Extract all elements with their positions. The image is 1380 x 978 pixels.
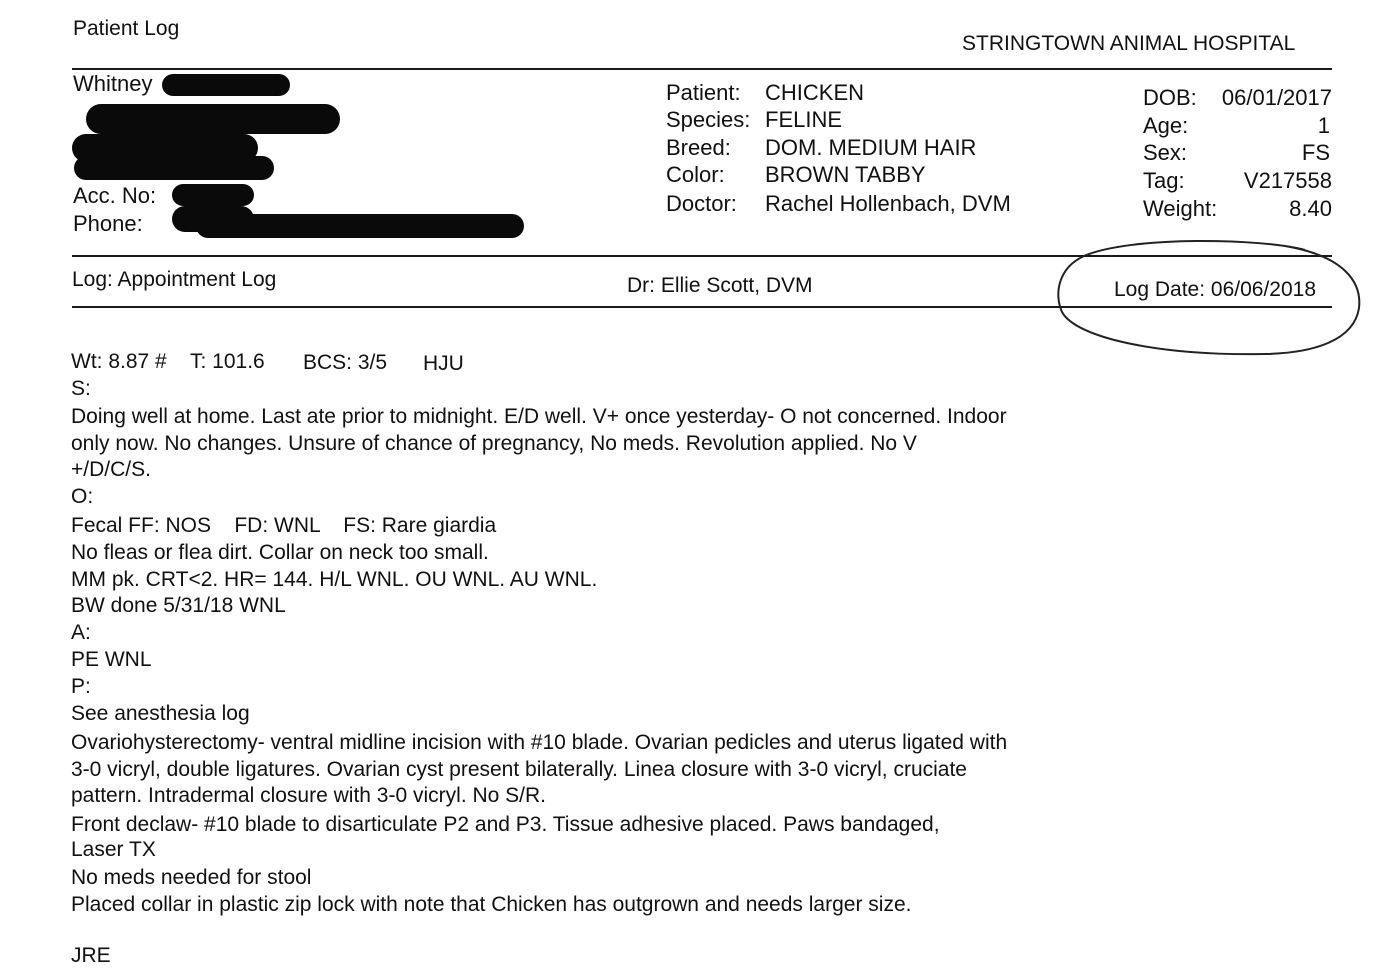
note-line: BW done 5/31/18 WNL: [71, 594, 286, 617]
doctor-label: Doctor:: [666, 191, 737, 216]
weight-value: 8.40: [1289, 196, 1332, 221]
species-value: FELINE: [765, 107, 843, 132]
note-line: See anesthesia log: [71, 702, 250, 725]
sex-value: FS: [1301, 140, 1330, 165]
acc-no-label: Acc. No:: [73, 183, 157, 208]
log-doctor: Dr: Ellie Scott, DVM: [627, 274, 813, 297]
sex-label: Sex:: [1143, 140, 1188, 165]
species-label: Species:: [666, 107, 751, 132]
note-line: Placed collar in plastic zip lock with note that Chicken has outgrown and needs larger size.: [71, 893, 912, 916]
color-value: BROWN TABBY: [765, 162, 926, 187]
redaction-phone-2: [196, 214, 524, 238]
color-label: Color:: [666, 162, 725, 187]
redaction-name: [162, 74, 290, 96]
note-line: A:: [71, 621, 91, 644]
note-line: MM pk. CRT<2. HR= 144. H/L WNL. OU WNL. AU WNL.: [71, 568, 598, 591]
redaction-acc-no: [172, 184, 254, 206]
note-line: Ovariohysterectomy- ventral midline incision with #10 blade. Ovarian pedicles and uterus ligated with: [71, 731, 1008, 754]
vitals-weight: Wt: 8.87 #: [71, 350, 167, 373]
vitals-bcs: BCS: 3/5: [303, 351, 388, 374]
patient-label: Patient:: [666, 80, 741, 105]
note-line: No meds needed for stool: [71, 866, 312, 889]
note-line: +/D/C/S.: [71, 458, 151, 481]
form-title: Patient Log: [73, 17, 180, 40]
note-line: Front declaw- #10 blade to disarticulate P2 and P3. Tissue adhesive placed. Paws bandaged,: [71, 813, 940, 836]
note-line: P:: [71, 675, 91, 698]
age-label: Age:: [1143, 113, 1189, 138]
note-line: only now. No changes. Unsure of chance of pregnancy, No meds. Revolution applied. No V: [71, 432, 917, 455]
note-line: No fleas or flea dirt. Collar on neck too small.: [71, 541, 489, 564]
note-line: Doing well at home. Last ate prior to midnight. E/D well. V+ once yesterday- O not concerned. Indoor: [71, 405, 1007, 428]
note-line: O:: [71, 485, 94, 508]
redaction-address-3: [74, 156, 274, 180]
weight-label: Weight:: [1143, 196, 1218, 221]
hospital-name: STRINGTOWN ANIMAL HOSPITAL: [962, 32, 1296, 55]
vitals-initials: HJU: [423, 352, 464, 375]
dob-label: DOB:: [1143, 85, 1197, 110]
note-line: 3-0 vicryl, double ligatures. Ovarian cyst present bilaterally. Linea closure with 3-0 vicryl, cruciate: [71, 758, 967, 781]
log-type: Log: Appointment Log: [72, 268, 277, 291]
header-rule: [72, 68, 1332, 70]
note-line: PE WNL: [71, 648, 152, 671]
breed-value: DOM. MEDIUM HAIR: [765, 135, 977, 160]
note-line: pattern. Intradermal closure with 3-0 vicryl. No S/R.: [71, 784, 547, 807]
tag-value: V217558: [1243, 168, 1332, 193]
note-line: Fecal FF: NOS FD: WNL FS: Rare giardia: [71, 514, 497, 537]
note-line: S:: [71, 377, 91, 400]
client-first-name: Whitney: [73, 71, 153, 96]
phone-label: Phone:: [73, 211, 143, 236]
tag-label: Tag:: [1143, 168, 1185, 193]
note-line: Laser TX: [71, 838, 156, 861]
vitals-temp: T: 101.6: [190, 350, 265, 373]
breed-label: Breed:: [666, 135, 731, 160]
age-value: 1: [1317, 113, 1330, 138]
redaction-address-1: [86, 104, 340, 134]
hand-drawn-circle: [1050, 236, 1365, 364]
patient-value: CHICKEN: [765, 80, 865, 105]
signature-initials: JRE: [71, 944, 111, 967]
log-date: Log Date: 06/06/2018: [1114, 278, 1317, 301]
dob-value: 06/01/2017: [1221, 85, 1332, 110]
doctor-value: Rachel Hollenbach, DVM: [765, 191, 1011, 216]
